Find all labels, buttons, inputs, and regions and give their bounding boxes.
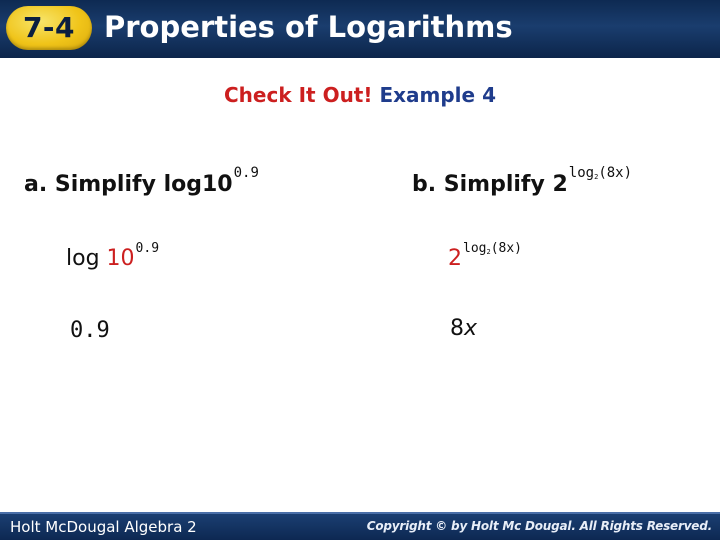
lesson-number: 7-4 xyxy=(22,11,76,44)
footer-bar xyxy=(0,512,720,540)
step-a1-exponent: 0.9 xyxy=(135,241,160,256)
lesson-title: Properties of Logarithms xyxy=(104,10,513,44)
step-b1-exp-base: 2 xyxy=(486,248,491,256)
problem-b-exp-arg: (8x) xyxy=(598,165,633,181)
problem-b-step-2 xyxy=(450,316,477,341)
step-b1-exponent xyxy=(463,241,522,256)
problem-a-label: a. Simplify log10 xyxy=(24,172,233,197)
problem-b-exp-base: 2 xyxy=(594,173,599,181)
problem-b-exponent xyxy=(569,165,632,181)
lesson-badge xyxy=(6,6,92,50)
step-b2-coef: 8 xyxy=(450,316,464,341)
step-a1-log: log xyxy=(66,246,100,271)
problem-b-label: b. Simplify 2 xyxy=(412,172,568,197)
problem-a-step-1 xyxy=(66,241,160,271)
check-it-out-label: Check It Out! xyxy=(224,83,373,107)
header-bar xyxy=(0,0,720,58)
problem-a-exponent: 0.9 xyxy=(233,165,259,181)
problem-a-heading xyxy=(24,165,259,197)
step-b2-var: x xyxy=(464,316,478,341)
step-a1-base: 10 xyxy=(106,246,135,271)
footer-book-title: Holt McDougal Algebra 2 xyxy=(10,518,197,536)
problem-b-step-1 xyxy=(448,241,523,271)
example-heading xyxy=(0,83,720,107)
problem-b-heading xyxy=(412,165,633,197)
problem-b-exp-log: log xyxy=(568,165,595,181)
step-b1-base: 2 xyxy=(448,246,462,271)
step-b1-exp-arg: (8x) xyxy=(490,241,523,256)
footer-copyright: Copyright © by Holt Mc Dougal. All Rights Reserved. xyxy=(366,519,712,533)
example-label: Example 4 xyxy=(379,83,496,107)
step-b1-exp-log: log xyxy=(463,241,487,256)
problem-a-step-2: 0.9 xyxy=(70,318,110,343)
